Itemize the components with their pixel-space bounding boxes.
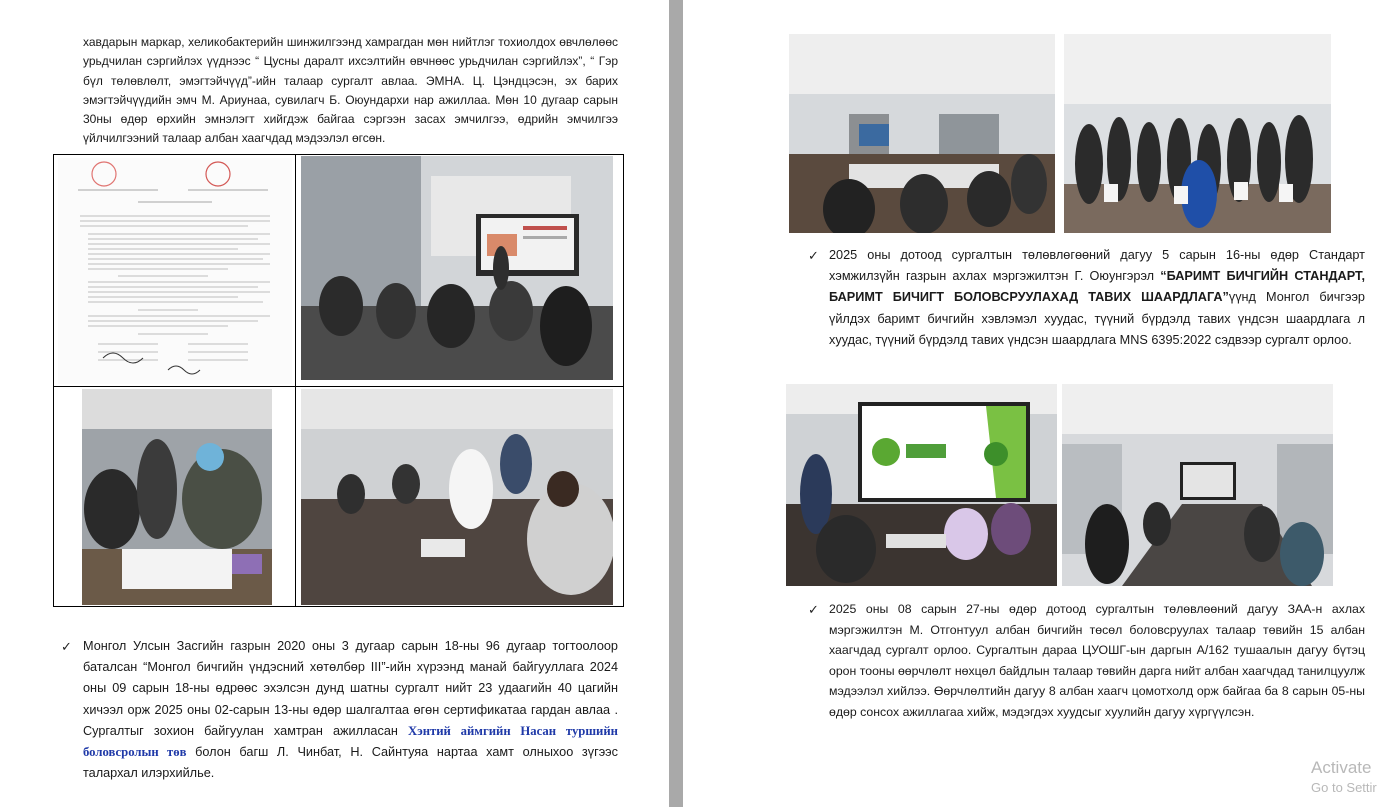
grid-divider-vertical [295, 154, 296, 607]
activation-watermark [1311, 758, 1377, 795]
checkmark-icon: ✓ [808, 602, 819, 617]
grid-divider-horizontal [53, 386, 624, 387]
page-gutter [669, 0, 683, 807]
training-topic-title: “БАРИМТ БИЧГИЙН СТАНДАРТ, БАРИМТ БИЧИГТ БОЛОВСРУУЛАХАД ТАВИХ ШААРДЛАГА” [829, 269, 1365, 305]
health-screening-photo [82, 389, 272, 605]
right-paragraph-1 [829, 245, 1365, 351]
bottom-paragraph-text-2: болон багш Л. Чинбат, Н. Сайнтуяа нартаа хамт олныхоо зүгээс талархал илэрхийлье. [83, 745, 618, 781]
meeting-room-photo [1062, 384, 1333, 586]
training-presentation-photo [301, 156, 613, 380]
organization-name: Хэнтий аймгийн Насан туршийн боловсролын төв [83, 723, 618, 760]
document-page-right [683, 0, 1388, 807]
watermark-line-2: Go to Settir [1311, 780, 1377, 795]
document-page-left [0, 0, 669, 807]
top-paragraph: хавдарын маркар, хеликобактерийн шинжилгээнд хамрагдан мөн нийтлэг тохиолдох өвчлөлөөс урьдчилан сэргийлэх үүднээс “ Цусны даралт ихсэлтийн өвчнөөс урьдчилан сэргийлэх”, “ Гэр бүл төлөвлөлт, эмэгтэйчүүд”-ийн талаар сургалт авлаа. ЭМНА. Ц. Цэндцэсэн, эх барих эмэгтэйчүүдийн эмч М. Ариунаа, сувилагч Б. Оюундархи нар ажиллаа. Мөн 10 дугаар сарын 30ны өдөр өрхийн эмнэлэгт хийгдэж байгаа сэргээн засах эмчилгээ, өдрийн эмчилгээ үйлчилгээний талаар албан хаагчдад мэдээлэл өгсөн. [83, 35, 618, 146]
right-paragraph-1-text-1: 2025 оны дотоод сургалтын төлөвлөгөөний дагуу 5 сарын 16-ны өдөр Стандарт хэмжилзүйн газрын ахлах мэргэжилтэн Г. Оюунгэрэл [829, 248, 1365, 284]
scanned-order-document-photo [58, 158, 292, 384]
office-training-photo [789, 34, 1055, 233]
right-paragraph-2: 2025 оны 08 сарын 27-ны өдөр дотоод сургалтын төлөвлөөний дагуу ЗАА-н ахлах мэргэжилтэн М. Отгонтуул албан бичгийн төсөл боловсруулах талаар төвийн 15 албан хаагчдад сургалт орлоо. Сургалтын дараа ЦУОШГ-ын даргын А/162 тушаалын дагуу бүтэц орон тооны өөрчлөлт нөхцөл байдлын талаар төвийн дарга нийт албан хаагчдад танилцуулж мэдээлэл хийлээ. Өөрчлөлтийн дагуу 8 албан хаагч цомотхолд орж байгаа ба 8 сарын 05-ны өдөр сонсох ажиллагаа хийж, мэдэгдэх хуудсыг хуулийн дагуу хүргүүлсэн. [829, 602, 1365, 719]
bottom-paragraph-text-1: Монгол Улсын Засгийн газрын 2020 оны 3 дугаар сарын 18-ны 96 дугаар тогтоолоор баталсан “Монгол бичгийн үндэсний хөтөлбөр III”-ийн хүрээнд манай байгууллага 2024 оны 09 сарын 18-ны өдрөөс эхэлсэн дунд шатны сургалт нийт 23 удаагийн 40 цагийн хичээл орж 2025 оны 02-сарын 13-ны өдөр шалгалтаа өгөн сертификатаа гардан авлаа . Сургалтыг зохион байгуулан хамтран ажилласан [83, 639, 618, 738]
checkmark-icon: ✓ [808, 248, 819, 263]
watermark-line-1: Activate [1311, 758, 1372, 777]
classroom-training-photo [301, 389, 613, 605]
right-paragraph-1-text-2: үүнд Монгол бичгээр үйлдэх баримт бичгийн хэвлэмэл хуудас, түүний бүрдэлд тавих үндсэн шаардлага л хуудас, түүний бүрдэлд тавих үндсэн шаардлага MNS 6395:2022 сэдвээр сургалт орлоо. [829, 290, 1365, 347]
bottom-paragraph [83, 636, 618, 784]
presentation-screen-photo [786, 384, 1057, 586]
checkmark-icon: ✓ [61, 639, 72, 654]
group-certificate-photo [1064, 34, 1331, 233]
